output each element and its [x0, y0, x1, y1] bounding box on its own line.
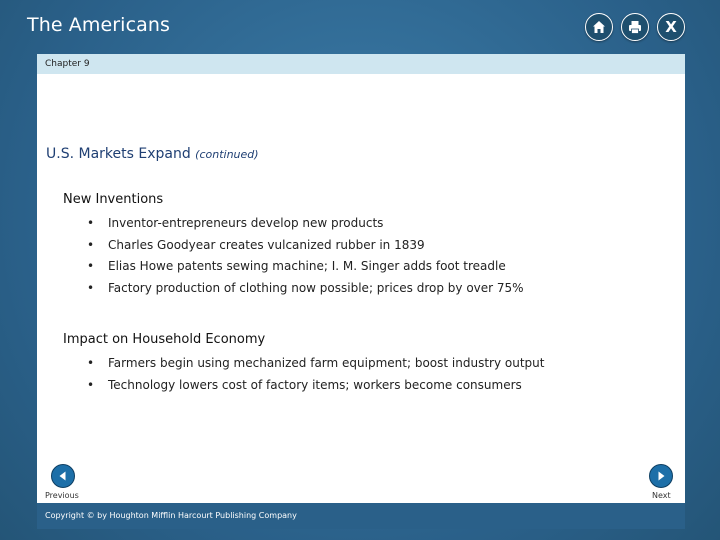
copyright-text: Copyright © by Houghton Mifflin Harcourt Publishing Company	[45, 511, 297, 520]
next-button[interactable]	[649, 464, 673, 488]
arrow-right-icon	[655, 470, 667, 482]
close-icon: X	[665, 17, 677, 36]
previous-label[interactable]: Previous	[45, 491, 79, 500]
section-title: New Inventions	[63, 192, 164, 207]
previous-button[interactable]	[51, 464, 75, 488]
heading-text: U.S. Markets Expand	[46, 146, 191, 162]
footer-bar	[37, 503, 685, 529]
section-household-economy	[63, 332, 544, 396]
app-title: The Americans	[27, 14, 170, 36]
arrow-left-icon	[57, 470, 69, 482]
bullet-list	[63, 213, 524, 299]
list-item: • Factory production of clothing now possible; prices drop by over 75%	[87, 278, 524, 300]
chapter-label: Chapter 9	[45, 59, 90, 69]
print-icon	[627, 19, 643, 35]
list-item: • Charles Goodyear creates vulcanized rubber in 1839	[87, 235, 524, 257]
list-item: • Farmers begin using mechanized farm equipment; boost industry output	[87, 353, 544, 375]
bullet-list	[63, 353, 544, 396]
list-item: • Elias Howe patents sewing machine; I. M. Singer adds foot treadle	[87, 256, 524, 278]
next-label[interactable]: Next	[652, 491, 671, 500]
list-item: • Technology lowers cost of factory items; workers become consumers	[87, 375, 544, 397]
home-button[interactable]	[585, 13, 613, 41]
section-new-inventions	[63, 192, 524, 299]
slide-panel	[37, 54, 685, 529]
slide-heading	[46, 146, 259, 162]
chapter-bar	[37, 54, 685, 74]
close-button[interactable]	[657, 13, 685, 41]
home-icon	[591, 19, 607, 35]
heading-suffix: (continued)	[195, 148, 259, 161]
print-button[interactable]	[621, 13, 649, 41]
section-title: Impact on Household Economy	[63, 332, 266, 347]
list-item: • Inventor-entrepreneurs develop new products	[87, 213, 524, 235]
